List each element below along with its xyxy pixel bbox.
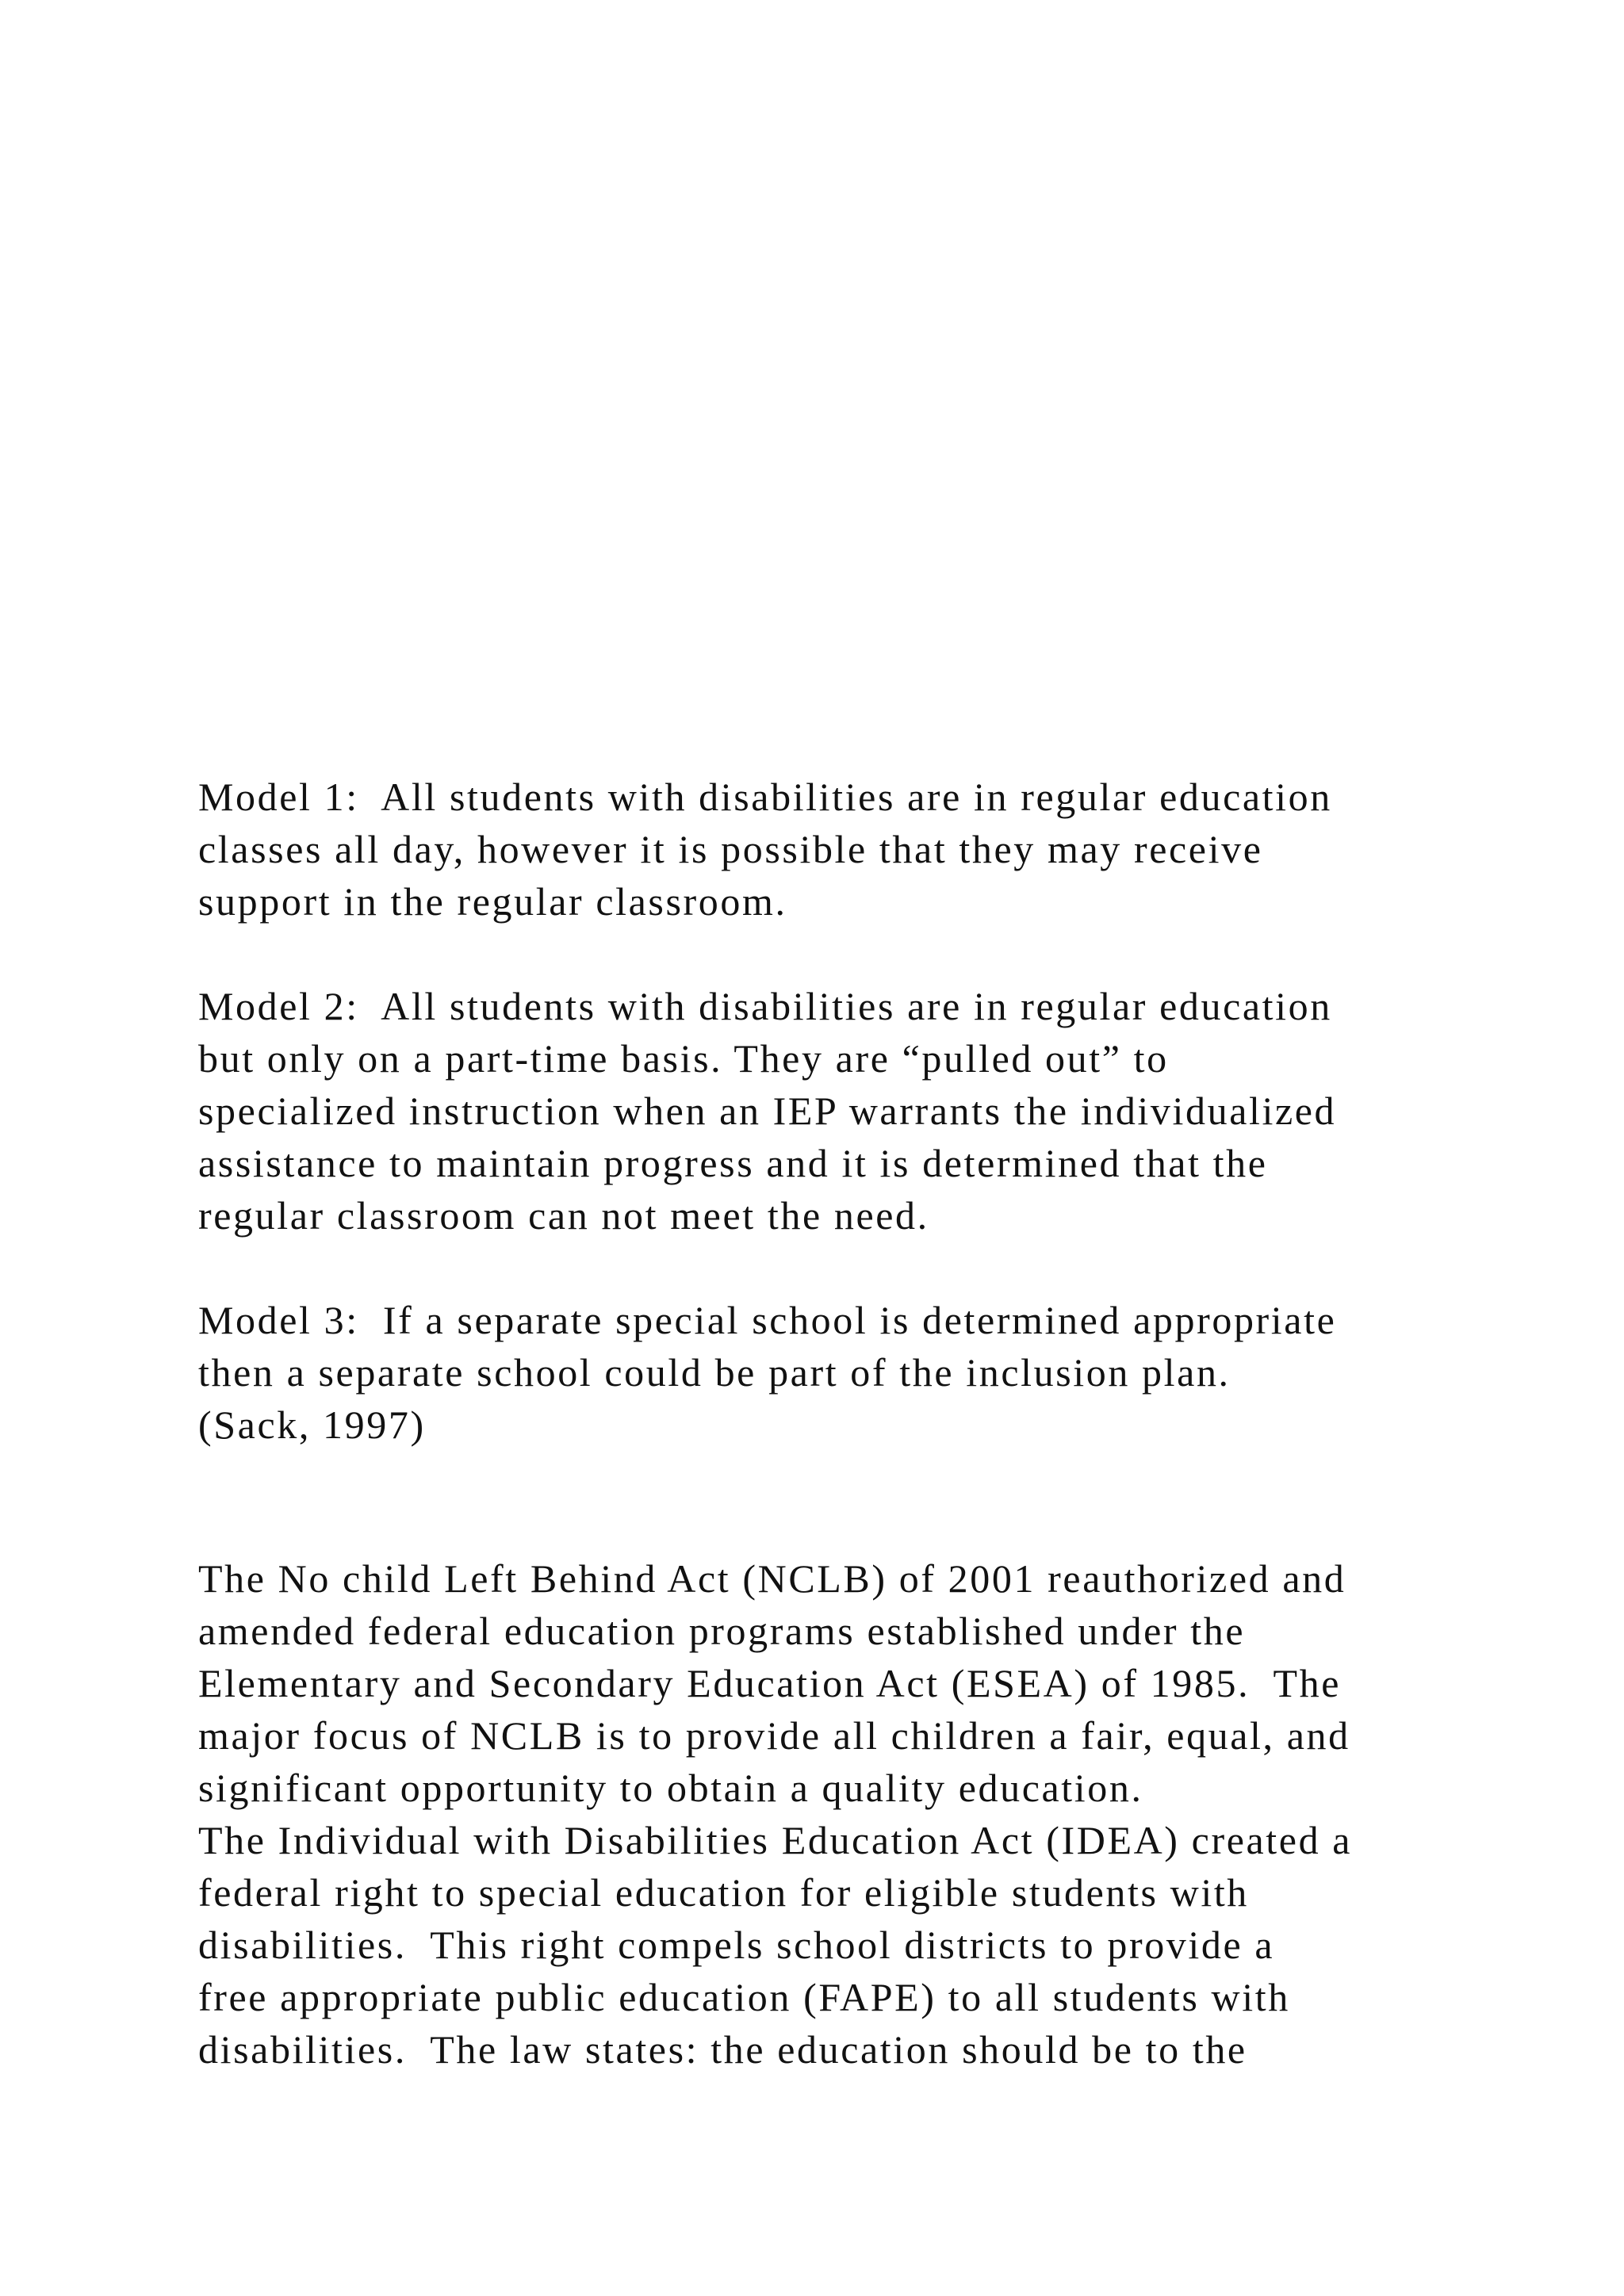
idea-paragraph (198, 1814, 1499, 2076)
text-line: Model 3: If a separate special school is determined appropriate (198, 1298, 1337, 1342)
paragraph-spacer (198, 928, 1499, 980)
citation-line: (Sack, 1997) (198, 1402, 426, 1447)
text-line: regular classroom can not meet the need. (198, 1193, 929, 1238)
text-line: free appropriate public education (FAPE) to all students with (198, 1975, 1290, 2019)
text-line: Model 2: All students with disabilities are in regular education (198, 984, 1332, 1028)
text-line: disabilities. The law states: the education should be to the (198, 2027, 1247, 2072)
text-line: significant opportunity to obtain a quality education. (198, 1766, 1143, 1810)
federal-laws-section (198, 1552, 1499, 2076)
text-line: Model 1: All students with disabilities are in regular education (198, 775, 1332, 819)
text-line: support in the regular classroom. (198, 879, 787, 924)
text-line: but only on a part-time basis. They are “pulled out” to (198, 1036, 1169, 1081)
model-3-paragraph (198, 1294, 1499, 1451)
text-line: The No child Left Behind Act (NCLB) of 2001 reauthorized and (198, 1556, 1346, 1601)
paragraph-spacer (198, 1242, 1499, 1294)
text-line: major focus of NCLB is to provide all children a fair, equal, and (198, 1713, 1350, 1758)
inclusion-models-section (198, 771, 1499, 1451)
model-2-paragraph (198, 980, 1499, 1242)
text-line: specialized instruction when an IEP warrants the individualized (198, 1089, 1337, 1133)
model-1-paragraph (198, 771, 1499, 928)
text-line: classes all day, however it is possible that they may receive (198, 827, 1263, 871)
text-line: then a separate school could be part of the inclusion plan. (198, 1350, 1231, 1395)
text-line: Elementary and Secondary Education Act (ESEA) of 1985. The (198, 1661, 1341, 1705)
text-line: The Individual with Disabilities Education Act (IDEA) created a (198, 1818, 1353, 1862)
nclb-paragraph (198, 1552, 1499, 1814)
text-line: assistance to maintain progress and it is determined that the (198, 1141, 1268, 1185)
text-line: disabilities. This right compels school districts to provide a (198, 1923, 1275, 1967)
text-line: amended federal education programs established under the (198, 1609, 1246, 1653)
text-line: federal right to special education for eligible students with (198, 1870, 1249, 1915)
